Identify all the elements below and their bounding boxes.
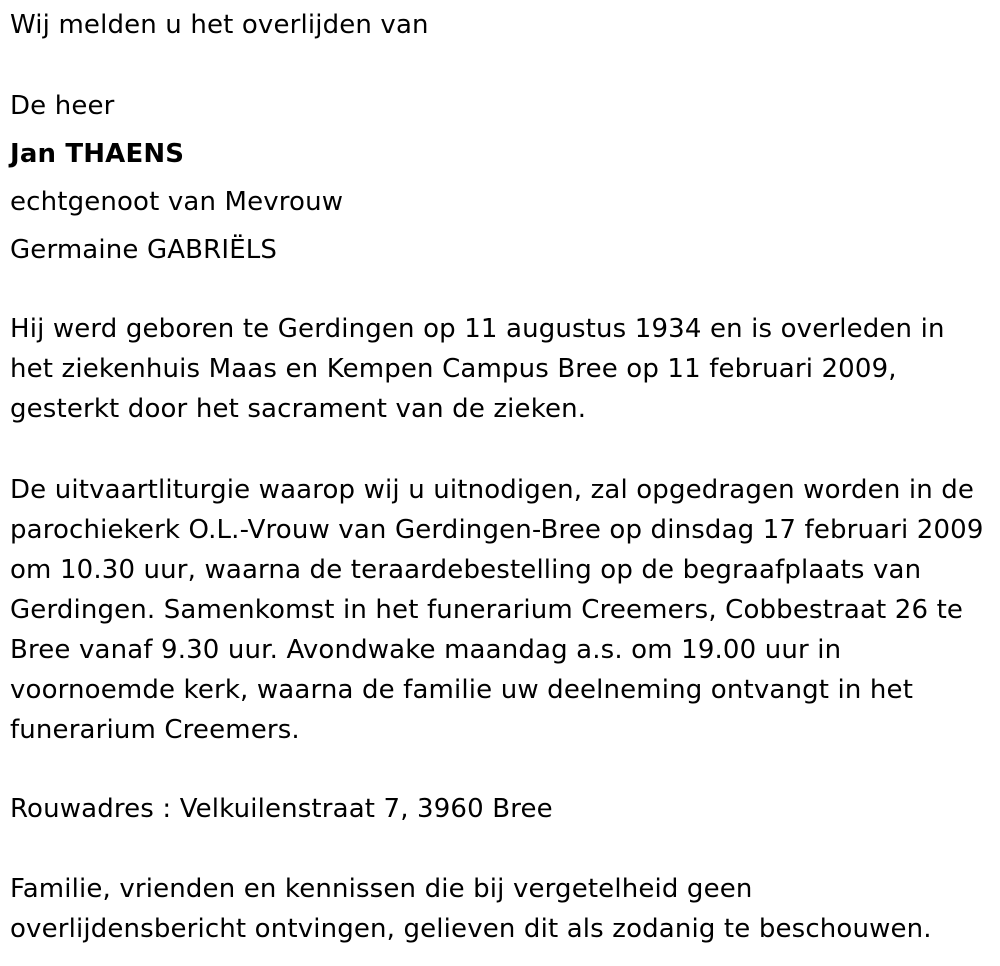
deceased-name: Jan THAENS bbox=[10, 139, 185, 169]
honorific-title: De heer bbox=[10, 91, 115, 121]
paragraph-line: funerarium Creemers. bbox=[10, 715, 300, 745]
paragraph-line: Bree vanaf 9.30 uur. Avondwake maandag a.s. om 19.00 uur in bbox=[10, 635, 842, 665]
address-paragraph bbox=[10, 789, 553, 829]
paragraph-line: De uitvaartliturgie waarop wij u uitnodigen, zal opgedragen worden in de bbox=[10, 475, 975, 505]
paragraph-line: Hij werd geboren te Gerdingen op 11 augustus 1934 en is overleden in bbox=[10, 314, 945, 344]
paragraph-line: overlijdensbericht ontvingen, gelieven dit als zodanig te beschouwen. bbox=[10, 914, 932, 944]
paragraph-line: Familie, vrienden en kennissen die bij vergetelheid geen bbox=[10, 874, 753, 904]
spouse-name: Germaine GABRIËLS bbox=[10, 235, 278, 265]
paragraph-line: om 10.30 uur, waarna de teraardebestelling op de begraafplaats van bbox=[10, 555, 922, 585]
spouse-line: echtgenoot van Mevrouw bbox=[10, 187, 344, 217]
paragraph-line: voornoemde kerk, waarna de familie uw deelneming ontvangt in het bbox=[10, 675, 914, 705]
intro-text: Wij melden u het overlijden van bbox=[10, 10, 429, 40]
birth-paragraph bbox=[10, 309, 945, 429]
paragraph-line: Gerdingen. Samenkomst in het funerarium Creemers, Cobbestraat 26 te bbox=[10, 595, 964, 625]
family-paragraph bbox=[10, 869, 932, 949]
funeral-paragraph bbox=[10, 470, 984, 750]
paragraph-line: parochiekerk O.L.-Vrouw van Gerdingen-Bree op dinsdag 17 februari 2009 bbox=[10, 515, 984, 545]
mourning-address: Rouwadres : Velkuilenstraat 7, 3960 Bree bbox=[10, 794, 553, 824]
paragraph-line: gesterkt door het sacrament van de zieken. bbox=[10, 394, 587, 424]
paragraph-line: het ziekenhuis Maas en Kempen Campus Bree op 11 februari 2009, bbox=[10, 354, 897, 384]
